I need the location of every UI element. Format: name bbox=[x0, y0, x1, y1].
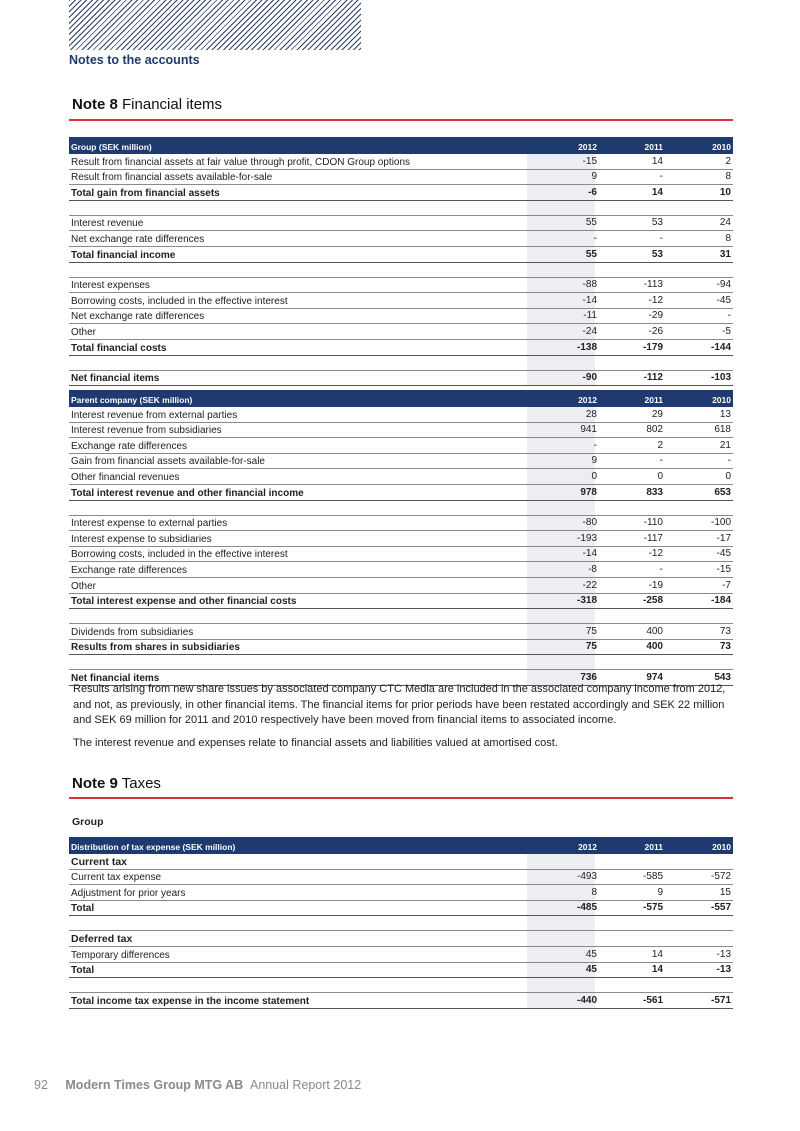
cell-value: -29 bbox=[648, 310, 663, 322]
cell-value: -7 bbox=[722, 579, 731, 591]
row-label: Adjustment for prior years bbox=[71, 887, 186, 899]
cell-value: - bbox=[727, 310, 731, 322]
cell-value: -103 bbox=[710, 372, 731, 384]
row-label: Other financial revenues bbox=[71, 471, 180, 483]
cell-value: - bbox=[593, 232, 597, 244]
cell-value: -557 bbox=[710, 902, 731, 914]
cell-value: 8 bbox=[725, 171, 731, 183]
cell-value: 0 bbox=[591, 470, 597, 482]
cell-value: 24 bbox=[719, 217, 731, 229]
cell-value: 73 bbox=[719, 641, 731, 653]
cell-value: 0 bbox=[657, 470, 663, 482]
cell-value: - bbox=[659, 171, 663, 183]
cell-value: 14 bbox=[651, 186, 663, 198]
table-row-total bbox=[69, 901, 733, 917]
table-row bbox=[69, 947, 733, 963]
table-row bbox=[69, 624, 733, 640]
cell-value: -14 bbox=[582, 548, 597, 560]
table-row bbox=[69, 578, 733, 594]
cell-value: -94 bbox=[716, 279, 731, 291]
table-subheading bbox=[69, 854, 733, 870]
row-label: Total interest expense and other financial costs bbox=[71, 596, 297, 608]
cell-value: 974 bbox=[646, 671, 663, 683]
cell-value: 543 bbox=[714, 671, 731, 683]
page-number: 92 bbox=[34, 1078, 48, 1092]
row-label: Dividends from subsidiaries bbox=[71, 626, 194, 638]
cell-value: 28 bbox=[585, 408, 597, 420]
spacer-row bbox=[69, 978, 733, 993]
cell-value: - bbox=[659, 232, 663, 244]
table-row bbox=[69, 454, 733, 470]
cell-value: -100 bbox=[710, 517, 731, 529]
cell-value: 400 bbox=[646, 641, 663, 653]
note8-paragraph-2: The interest revenue and expenses relate to financial assets and liabilities valued at amortised cost. bbox=[73, 737, 558, 749]
row-label: Total gain from financial assets bbox=[71, 187, 220, 199]
cell-value: -15 bbox=[582, 155, 597, 167]
cell-value: 2 bbox=[725, 155, 731, 167]
cell-value: -14 bbox=[582, 294, 597, 306]
cell-value: 8 bbox=[591, 886, 597, 898]
cell-value: -110 bbox=[643, 517, 663, 529]
table-row bbox=[69, 870, 733, 886]
cell-value: 9 bbox=[591, 455, 597, 467]
row-label: Net exchange rate differences bbox=[71, 233, 205, 245]
cell-value: 736 bbox=[580, 671, 597, 683]
row-label: Interest expense to subsidiaries bbox=[71, 533, 212, 545]
cell-value: -179 bbox=[642, 341, 663, 353]
header-hatch-decoration bbox=[69, 0, 361, 50]
cell-value: -193 bbox=[576, 532, 597, 544]
row-label: Other bbox=[71, 326, 97, 338]
cell-value: 2010 bbox=[712, 395, 731, 405]
row-label: Results from shares in subsidiaries bbox=[71, 642, 240, 654]
table-row bbox=[69, 324, 733, 340]
cell-value: -113 bbox=[643, 279, 663, 291]
table-row-total bbox=[69, 963, 733, 979]
table-row bbox=[69, 438, 733, 454]
cell-value: 14 bbox=[651, 964, 663, 976]
row-label: Result from financial assets available-for-sale bbox=[71, 172, 273, 184]
row-label: Temporary differences bbox=[71, 949, 170, 961]
cell-value: -575 bbox=[642, 902, 663, 914]
cell-value: -80 bbox=[582, 517, 597, 529]
cell-value: 400 bbox=[646, 625, 663, 637]
cell-value: 29 bbox=[651, 408, 663, 420]
table-row-total bbox=[69, 594, 733, 610]
cell-value: -17 bbox=[716, 532, 731, 544]
row-label: Borrowing costs, included in the effective interest bbox=[71, 295, 288, 307]
note9-rule bbox=[69, 797, 733, 799]
group-label: Group bbox=[72, 816, 104, 828]
table-row bbox=[69, 154, 733, 170]
row-label: Current tax expense bbox=[71, 872, 162, 884]
note9-title: Taxes bbox=[121, 775, 161, 792]
cell-value: -440 bbox=[576, 994, 597, 1006]
table-header bbox=[69, 837, 733, 854]
cell-value: 2012 bbox=[578, 395, 597, 405]
parent-financial-table bbox=[69, 390, 733, 686]
cell-value: -138 bbox=[576, 341, 597, 353]
table-row-net bbox=[69, 371, 733, 387]
note9-heading bbox=[72, 775, 732, 792]
company-name: Modern Times Group MTG AB bbox=[65, 1078, 244, 1092]
spacer-row bbox=[69, 916, 733, 931]
cell-value: 9 bbox=[591, 171, 597, 183]
cell-value: 978 bbox=[580, 486, 597, 498]
note8-number: Note 8 bbox=[72, 96, 118, 113]
row-label: Net exchange rate differences bbox=[71, 311, 205, 323]
cell-value: -12 bbox=[648, 548, 663, 560]
cell-value: 75 bbox=[585, 641, 597, 653]
cell-value: 13 bbox=[719, 408, 731, 420]
cell-value: 21 bbox=[719, 439, 731, 451]
row-label: Deferred tax bbox=[71, 932, 133, 945]
cell-value: -19 bbox=[648, 579, 663, 591]
cell-value: 2011 bbox=[644, 142, 663, 152]
cell-value: -5 bbox=[722, 325, 731, 337]
row-label: Interest expenses bbox=[71, 280, 150, 292]
table-row bbox=[69, 469, 733, 485]
table-row-total bbox=[69, 340, 733, 356]
cell-value: -493 bbox=[576, 871, 597, 883]
table-row bbox=[69, 547, 733, 563]
cell-value: - bbox=[727, 455, 731, 467]
cell-value: - bbox=[659, 563, 663, 575]
table-row-total bbox=[69, 485, 733, 501]
row-label: Interest revenue from subsidiaries bbox=[71, 425, 222, 437]
cell-value: 2010 bbox=[712, 842, 731, 852]
cell-value: 15 bbox=[719, 886, 731, 898]
cell-value: 53 bbox=[651, 248, 663, 260]
row-label: Current tax bbox=[71, 855, 128, 868]
cell-value: 2 bbox=[657, 439, 663, 451]
row-label: Exchange rate differences bbox=[71, 564, 188, 576]
table-row bbox=[69, 170, 733, 186]
cell-value: 618 bbox=[714, 424, 731, 436]
cell-value: 2011 bbox=[644, 842, 663, 852]
cell-value: 14 bbox=[651, 948, 663, 960]
table-row bbox=[69, 231, 733, 247]
table-header bbox=[69, 390, 733, 407]
cell-value: -45 bbox=[716, 548, 731, 560]
cell-value: 802 bbox=[646, 424, 663, 436]
row-label: Other bbox=[71, 580, 97, 592]
cell-value: -561 bbox=[642, 994, 663, 1006]
cell-value: -90 bbox=[582, 372, 597, 384]
table-row bbox=[69, 562, 733, 578]
row-label: Borrowing costs, included in the effective interest bbox=[71, 549, 288, 561]
cell-value: -117 bbox=[643, 532, 663, 544]
row-label: Net financial items bbox=[71, 373, 160, 385]
table-row-grand-total bbox=[69, 993, 733, 1009]
row-label: Distribution of tax expense (SEK million) bbox=[71, 842, 236, 852]
cell-value: -24 bbox=[582, 325, 597, 337]
table-row bbox=[69, 531, 733, 547]
cell-value: -258 bbox=[642, 595, 663, 607]
table-row bbox=[69, 423, 733, 439]
cell-value: -88 bbox=[582, 279, 597, 291]
row-label: Total bbox=[71, 903, 95, 915]
row-label: Interest revenue from external parties bbox=[71, 409, 238, 421]
table-row bbox=[69, 309, 733, 325]
table-row-total bbox=[69, 640, 733, 656]
cell-value: -12 bbox=[648, 294, 663, 306]
spacer-row bbox=[69, 263, 733, 278]
cell-value: 941 bbox=[580, 424, 597, 436]
spacer-row bbox=[69, 201, 733, 216]
row-label: Group (SEK million) bbox=[71, 142, 152, 152]
note8-heading bbox=[72, 96, 732, 113]
cell-value: -572 bbox=[710, 871, 731, 883]
cell-value: 2012 bbox=[578, 142, 597, 152]
table-row bbox=[69, 407, 733, 423]
cell-value: -6 bbox=[588, 186, 597, 198]
table-row-total bbox=[69, 185, 733, 201]
row-label: Total interest revenue and other financial income bbox=[71, 487, 304, 499]
cell-value: 2010 bbox=[712, 142, 731, 152]
cell-value: 833 bbox=[646, 486, 663, 498]
row-label: Net financial items bbox=[71, 672, 160, 684]
note8-rule bbox=[69, 119, 733, 121]
row-label: Interest expense to external parties bbox=[71, 518, 228, 530]
cell-value: -13 bbox=[716, 964, 731, 976]
note9-number: Note 9 bbox=[72, 775, 118, 792]
table-row bbox=[69, 293, 733, 309]
cell-value: -13 bbox=[716, 948, 731, 960]
row-label: Total financial income bbox=[71, 249, 176, 261]
note8-paragraph-1: Results arising from new share issues by associated company CTC Media are included in the associated company income from 2012, and not, as previously, in other financial items. The financial items for prior periods have been restated accordingly and SEK 22 million and SEK 69 million for 2011 and 2010 respectively have been moved from financial items to associated income. bbox=[73, 683, 726, 726]
page-footer bbox=[34, 1078, 361, 1092]
cell-value: -318 bbox=[576, 595, 597, 607]
cell-value: -184 bbox=[710, 595, 731, 607]
cell-value: 45 bbox=[585, 948, 597, 960]
cell-value: 31 bbox=[719, 248, 731, 260]
row-label: Total financial costs bbox=[71, 342, 167, 354]
spacer-row bbox=[69, 609, 733, 624]
cell-value: -26 bbox=[648, 325, 663, 337]
cell-value: -22 bbox=[582, 579, 597, 591]
table-row bbox=[69, 516, 733, 532]
spacer-row bbox=[69, 356, 733, 371]
cell-value: -11 bbox=[583, 310, 597, 322]
cell-value: 0 bbox=[725, 470, 731, 482]
cell-value: 2012 bbox=[578, 842, 597, 852]
group-financial-table bbox=[69, 137, 733, 386]
note8-title: Financial items bbox=[122, 96, 223, 113]
table-row bbox=[69, 216, 733, 232]
section-title: Notes to the accounts bbox=[69, 53, 200, 67]
cell-value: - bbox=[659, 455, 663, 467]
row-label: Total income tax expense in the income statement bbox=[71, 995, 310, 1007]
row-label: Interest revenue bbox=[71, 218, 144, 230]
cell-value: -8 bbox=[588, 563, 597, 575]
cell-value: 55 bbox=[585, 217, 597, 229]
cell-value: 55 bbox=[585, 248, 597, 260]
cell-value: 9 bbox=[657, 886, 663, 898]
cell-value: 45 bbox=[585, 964, 597, 976]
cell-value: 53 bbox=[651, 217, 663, 229]
cell-value: -112 bbox=[643, 372, 663, 384]
cell-value: 14 bbox=[651, 155, 663, 167]
report-name: Annual Report 2012 bbox=[249, 1078, 362, 1092]
cell-value: -571 bbox=[710, 994, 731, 1006]
row-label: Total bbox=[71, 965, 95, 977]
table-row bbox=[69, 278, 733, 294]
cell-value: -15 bbox=[716, 563, 731, 575]
cell-value: - bbox=[593, 439, 597, 451]
row-label: Parent company (SEK million) bbox=[71, 395, 193, 405]
row-label: Exchange rate differences bbox=[71, 440, 188, 452]
table-header bbox=[69, 137, 733, 154]
cell-value: -45 bbox=[716, 294, 731, 306]
cell-value: 75 bbox=[585, 625, 597, 637]
cell-value: -144 bbox=[710, 341, 731, 353]
row-label: Result from financial assets at fair value through profit, CDON Group options bbox=[71, 156, 411, 168]
cell-value: 653 bbox=[714, 486, 731, 498]
table-row bbox=[69, 885, 733, 901]
spacer-row bbox=[69, 501, 733, 516]
cell-value: 2011 bbox=[644, 395, 663, 405]
tax-table bbox=[69, 837, 733, 1009]
cell-value: 8 bbox=[725, 232, 731, 244]
spacer-row bbox=[69, 655, 733, 670]
table-row-total bbox=[69, 247, 733, 263]
cell-value: -585 bbox=[642, 871, 663, 883]
table-subheading bbox=[69, 931, 733, 947]
cell-value: -485 bbox=[576, 902, 597, 914]
cell-value: 73 bbox=[719, 625, 731, 637]
row-label: Gain from financial assets available-for-sale bbox=[71, 456, 265, 468]
cell-value: 10 bbox=[719, 186, 731, 198]
